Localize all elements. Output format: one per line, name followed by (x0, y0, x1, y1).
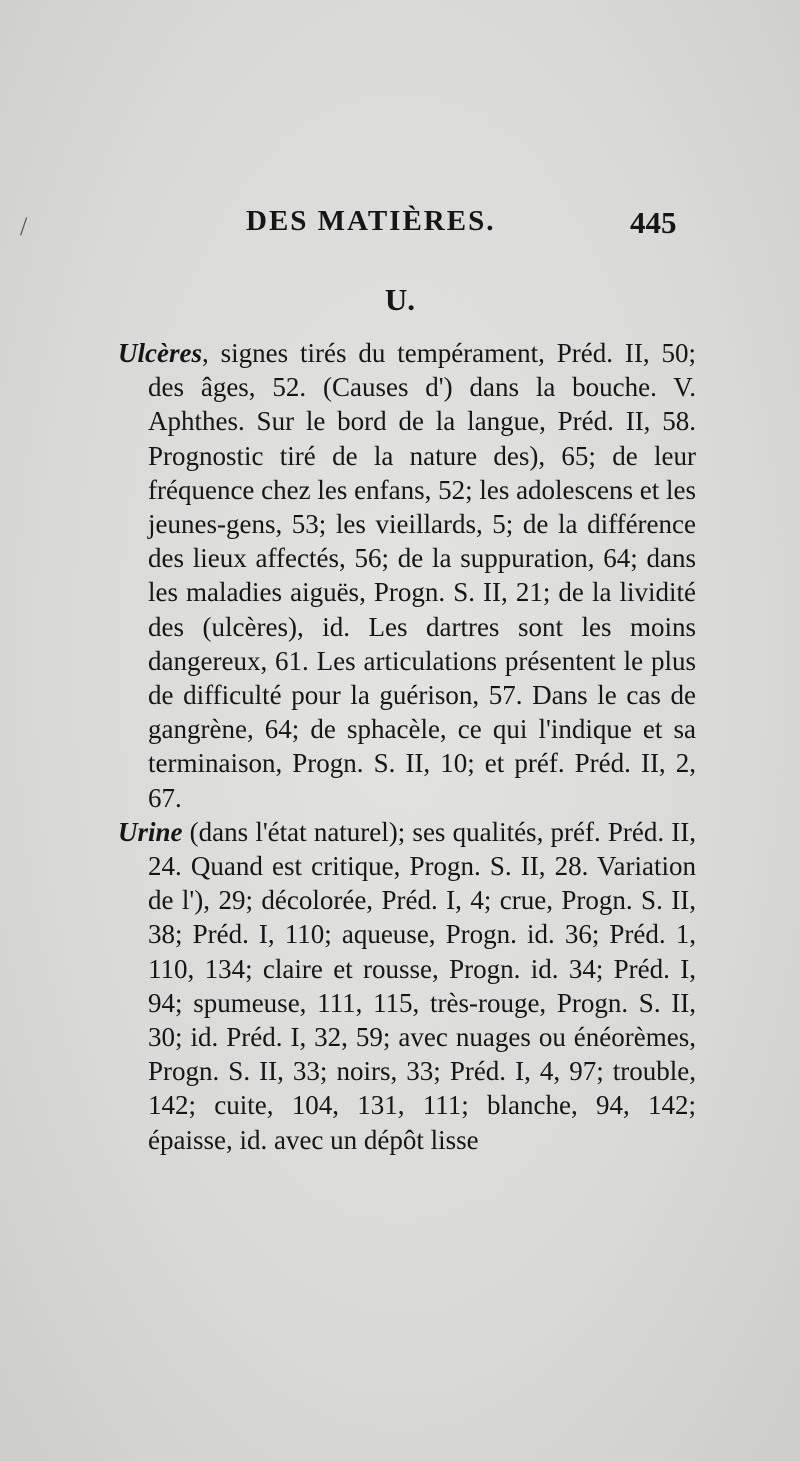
page-header (0, 205, 800, 255)
entry-text: (dans l'état naturel); ses qualités, préf. Préd. II, 24. Quand est critique, Progn. S. II, 28. Variation de l'), 29; décolorée, Préd. I, 4; crue, Progn. S. II, 38; Préd. I, 110; aqueuse, Progn. id. 36; Préd. 1, 110, 134; claire et rousse, Progn. id. 34; Préd. I, 94; spumeuse, 111, 115, très-rouge, Progn. S. II, 30; id. Préd. I, 32, 59; avec nuages ou énéorèmes, Progn. S. II, 33; noirs, 33; Préd. I, 4, 97; trouble, 142; cuite, 104, 131, 111; blanche, 94, 142; épaisse, id. avec un dépôt lisse (148, 816, 696, 1155)
entry-headword: Ulcères (118, 338, 202, 368)
index-entry-ulceres (118, 336, 696, 815)
margin-tick: / (20, 212, 28, 241)
entry-text: , signes tirés du tempérament, Préd. II, 50; des âges, 52. (Causes d') dans la bouche. V. Aphthes. Sur le bord de la langue, Préd. II, 58. Prognostic tiré de la nature des), 65; de leur fréquence chez les enfans, 52; les adolescens et les jeunes-gens, 53; les vieillards, 5; de la différence des lieux affectés, 56; de la suppuration, 64; dans les maladies aiguës, Progn. S. II, 21; de la lividité des (ulcères), id. Les dartres sont les moins dangereux, 61. Les articulations présentent le plus de difficulté pour la guérison, 57. Dans le cas de gangrène, 64; de sphacèle, ce qui l'indique et sa terminaison, Progn. S. II, 10; et préf. Préd. II, 2, 67. (148, 338, 697, 813)
section-letter: U. (384, 282, 416, 317)
running-title: DES MATIÈRES. (246, 205, 496, 237)
entry-headword: Urine (118, 816, 183, 847)
index-entry-urine (118, 815, 696, 1157)
page-number: 445 (630, 205, 677, 240)
index-text (118, 336, 696, 1157)
